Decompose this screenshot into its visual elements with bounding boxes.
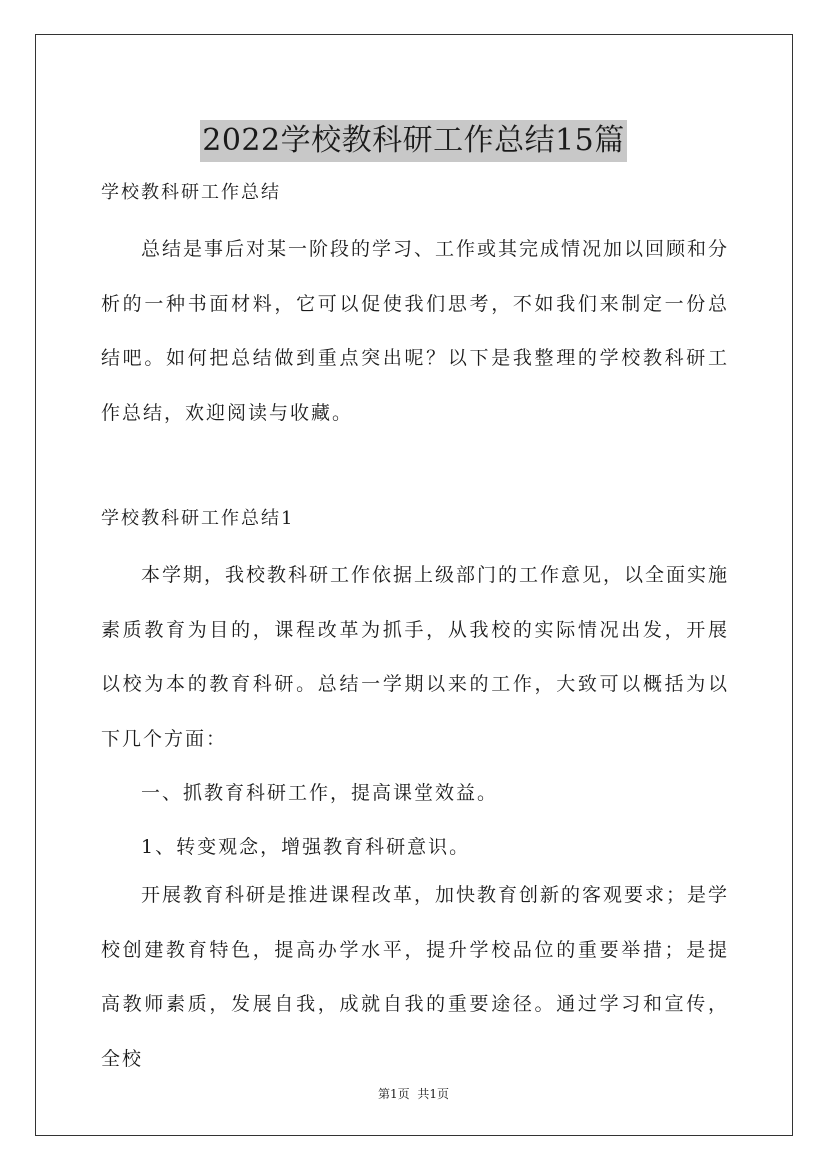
title-container	[0, 100, 827, 182]
point-1-1: 1、转变观念，增强教育科研意识。	[141, 836, 471, 858]
page-total: 共1页	[417, 1087, 450, 1101]
point-1: 一、抓教育科研工作，提高课堂效益。	[141, 782, 499, 804]
subheading-1: 学校教科研工作总结1	[101, 508, 295, 529]
document-title: 2022学校教科研工作总结15篇	[200, 120, 627, 162]
intro-paragraph: 总结是事后对某一阶段的学习、工作或其完成情况加以回顾和分析的一种书面材料，它可以促使我们思考，不如我们来制定一份总结吧。如何把总结做到重点突出呢？以下是我整理的学校教科研工作总结，欢迎阅读与收藏。	[101, 238, 730, 424]
paragraph-2: 开展教育科研是推进课程改革，加快教育创新的客观要求；是学校创建教育特色，提高办学水平，提升学校品位的重要举措；是提高教师素质，发展自我，成就自我的重要途径。通过学习和宣传，全校	[101, 884, 730, 1070]
page-footer	[0, 1085, 827, 1102]
page-number: 第1页	[377, 1087, 410, 1101]
paragraph-1: 本学期，我校教科研工作依据上级部门的工作意见，以全面实施素质教育为目的，课程改革为抓手，从我校的实际情况出发，开展以校为本的教育科研。总结一学期以来的工作，大致可以概括为以下几个方面：	[101, 564, 730, 750]
section-heading: 学校教科研工作总结	[101, 182, 281, 203]
